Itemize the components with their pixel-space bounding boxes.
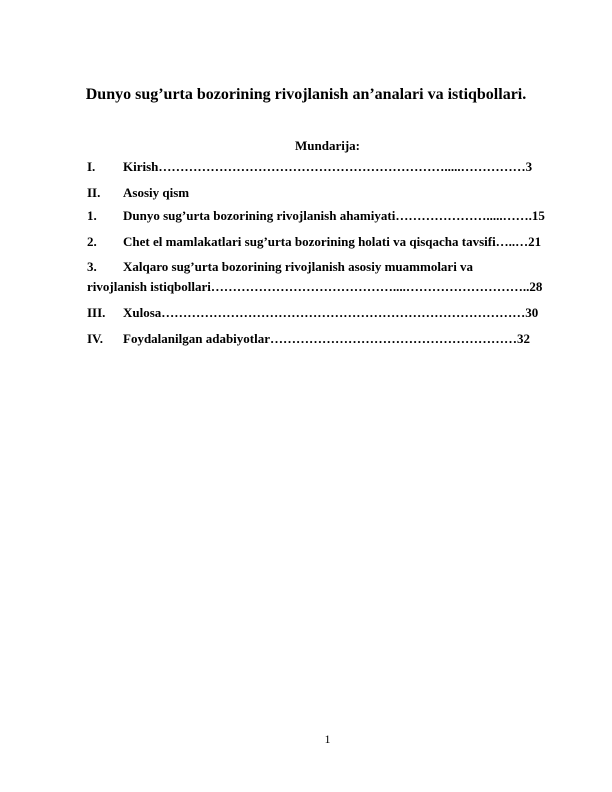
page-title: Dunyo sug’urta bozorining rivojlanish an’analari va istiqbollari. — [85, 86, 527, 103]
toc-entry-number: II. — [87, 185, 101, 200]
page-number: 1 — [324, 732, 331, 746]
toc-entry-xulosa — [87, 304, 538, 322]
toc-entry-text: rivojlanish istiqbollari……………………………………....………………………..28 — [87, 279, 543, 294]
toc-entry-number: I. — [87, 159, 96, 174]
toc-entry-asosiy-qism — [87, 184, 189, 202]
toc-entry-section-1 — [87, 207, 545, 225]
toc-entry-adabiyotlar — [87, 330, 530, 348]
toc-heading: Mundarija: — [295, 138, 360, 153]
toc-entry-number: 3. — [87, 259, 97, 274]
toc-entry-section-2 — [87, 233, 541, 251]
toc-entry-kirish — [87, 158, 532, 176]
toc-entry-text: Xulosa…………………………………………………………………………30 — [123, 305, 539, 320]
toc-entry-text: Foydalanilgan adabiyotlar…………………………………………………32 — [123, 331, 530, 346]
toc-entry-text: Asosiy qism — [123, 185, 190, 200]
toc-entry-number: 1. — [87, 208, 97, 223]
toc-entry-number: III. — [87, 305, 106, 320]
toc-entry-number: IV. — [87, 331, 104, 346]
toc-entry-number: 2. — [87, 234, 97, 249]
toc-entry-section-3 — [87, 258, 473, 276]
toc-entry-section-3-continued — [87, 278, 542, 296]
toc-entry-text: Chet el mamlakatlari sug’urta bozorining holati va qisqacha tavsifi…..…21 — [123, 234, 542, 249]
toc-entry-text: Xalqaro sug’urta bozorining rivojlanish asosiy muammolari va — [123, 259, 474, 274]
toc-entry-text: Dunyo sug’urta bozorining rivojlanish ahamiyati………………….....…….15 — [123, 208, 545, 223]
toc-entry-text: Kirish………………………………………………………….....……………3 — [123, 159, 533, 174]
